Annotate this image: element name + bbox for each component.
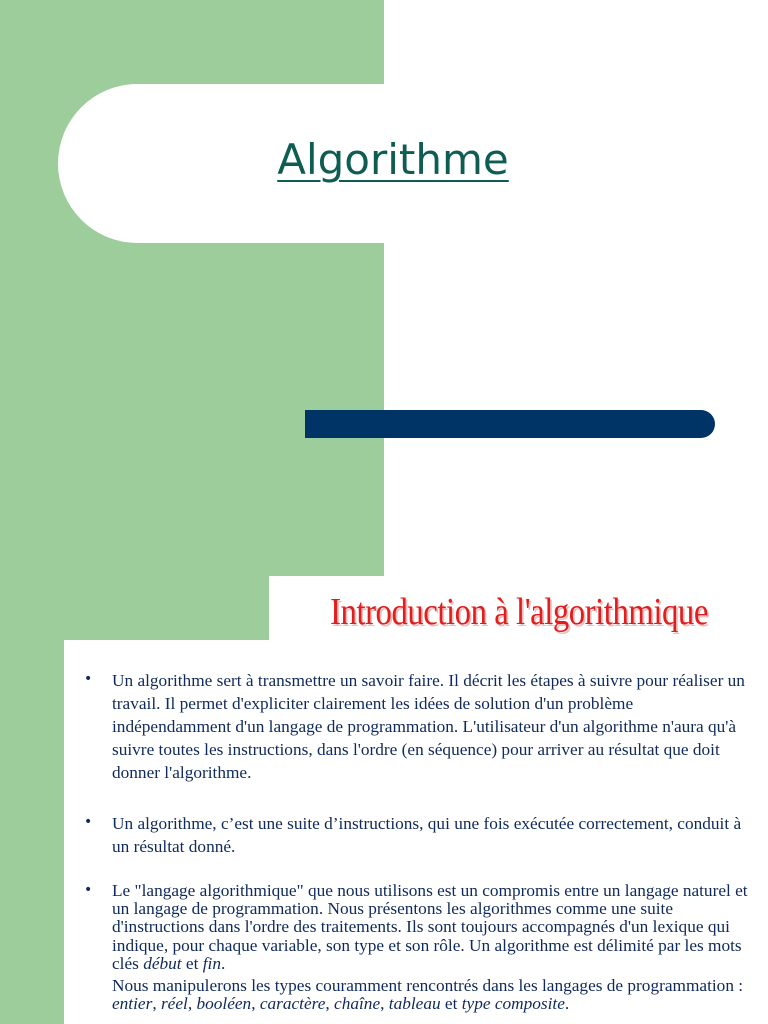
text-joiner: .	[564, 994, 570, 1014]
text-joiner: ,	[187, 994, 197, 1014]
type-tableau: tableau	[388, 994, 441, 1014]
bullet-icon: •	[84, 882, 93, 898]
text-joiner: ,	[325, 994, 335, 1014]
bullet-paragraph-1	[112, 882, 748, 973]
section-heading: Introduction à l'algorithmique	[330, 591, 708, 633]
bullet-text: Le "langage algorithmique" que nous utilisons est un compromis entre un langage naturel et un langage de programmation. Nous présentons les algorithmes comme une suite d'instructions dans l'ordre des traitements. Ils sont toujours accompagnés d'un lexique qui indique, pour chaque variable, son type et son rôle. Un algorithme est délimité par les mots clés	[112, 881, 748, 973]
bullet-icon: •	[84, 814, 93, 830]
slide-title[interactable]: Algorithme	[277, 135, 509, 184]
bullet-paragraph-2	[112, 977, 748, 1013]
decorative-blue-bar	[305, 410, 715, 438]
type-caractere: caractère	[259, 994, 326, 1014]
bullet-text: Nous manipulerons les types couramment rencontrés dans les langages de programmation :	[112, 976, 744, 996]
text-joiner: .	[220, 953, 226, 973]
text-joiner: et	[440, 994, 462, 1014]
keyword-debut: début	[143, 953, 182, 973]
type-booleen: booléen	[196, 994, 252, 1014]
list-item	[84, 882, 748, 1013]
text-joiner: ,	[380, 994, 389, 1014]
list-item	[84, 812, 748, 858]
bullet-text: Un algorithme, c’est une suite d’instructions, qui une fois exécutée correctement, conduit à un résultat donné.	[112, 814, 742, 856]
type-entier: entier	[112, 994, 153, 1014]
type-reel: réel	[160, 994, 188, 1014]
text-joiner: ,	[251, 994, 260, 1014]
text-joiner: et	[181, 953, 203, 973]
green-left-strip	[0, 640, 64, 1024]
bullet-list	[84, 669, 748, 1013]
type-chaine: chaîne	[334, 994, 381, 1014]
text-joiner: ,	[152, 994, 161, 1014]
list-item	[84, 669, 748, 784]
keyword-fin: fin	[202, 953, 221, 973]
bullet-icon: •	[84, 671, 93, 687]
bullet-text: Un algorithme sert à transmettre un savoir faire. Il décrit les étapes à suivre pour réaliser un travail. Il permet d'expliciter clairement les idées de solution d'un problème indépendamment d'un langage de programmation. L'utilisateur d'un algorithme n'aura qu'à suivre toutes les instructions, dans l'ordre (en séquence) pour arriver au résultat que doit donner l'algorithme.	[112, 671, 745, 782]
type-composite: type composite	[461, 994, 565, 1014]
